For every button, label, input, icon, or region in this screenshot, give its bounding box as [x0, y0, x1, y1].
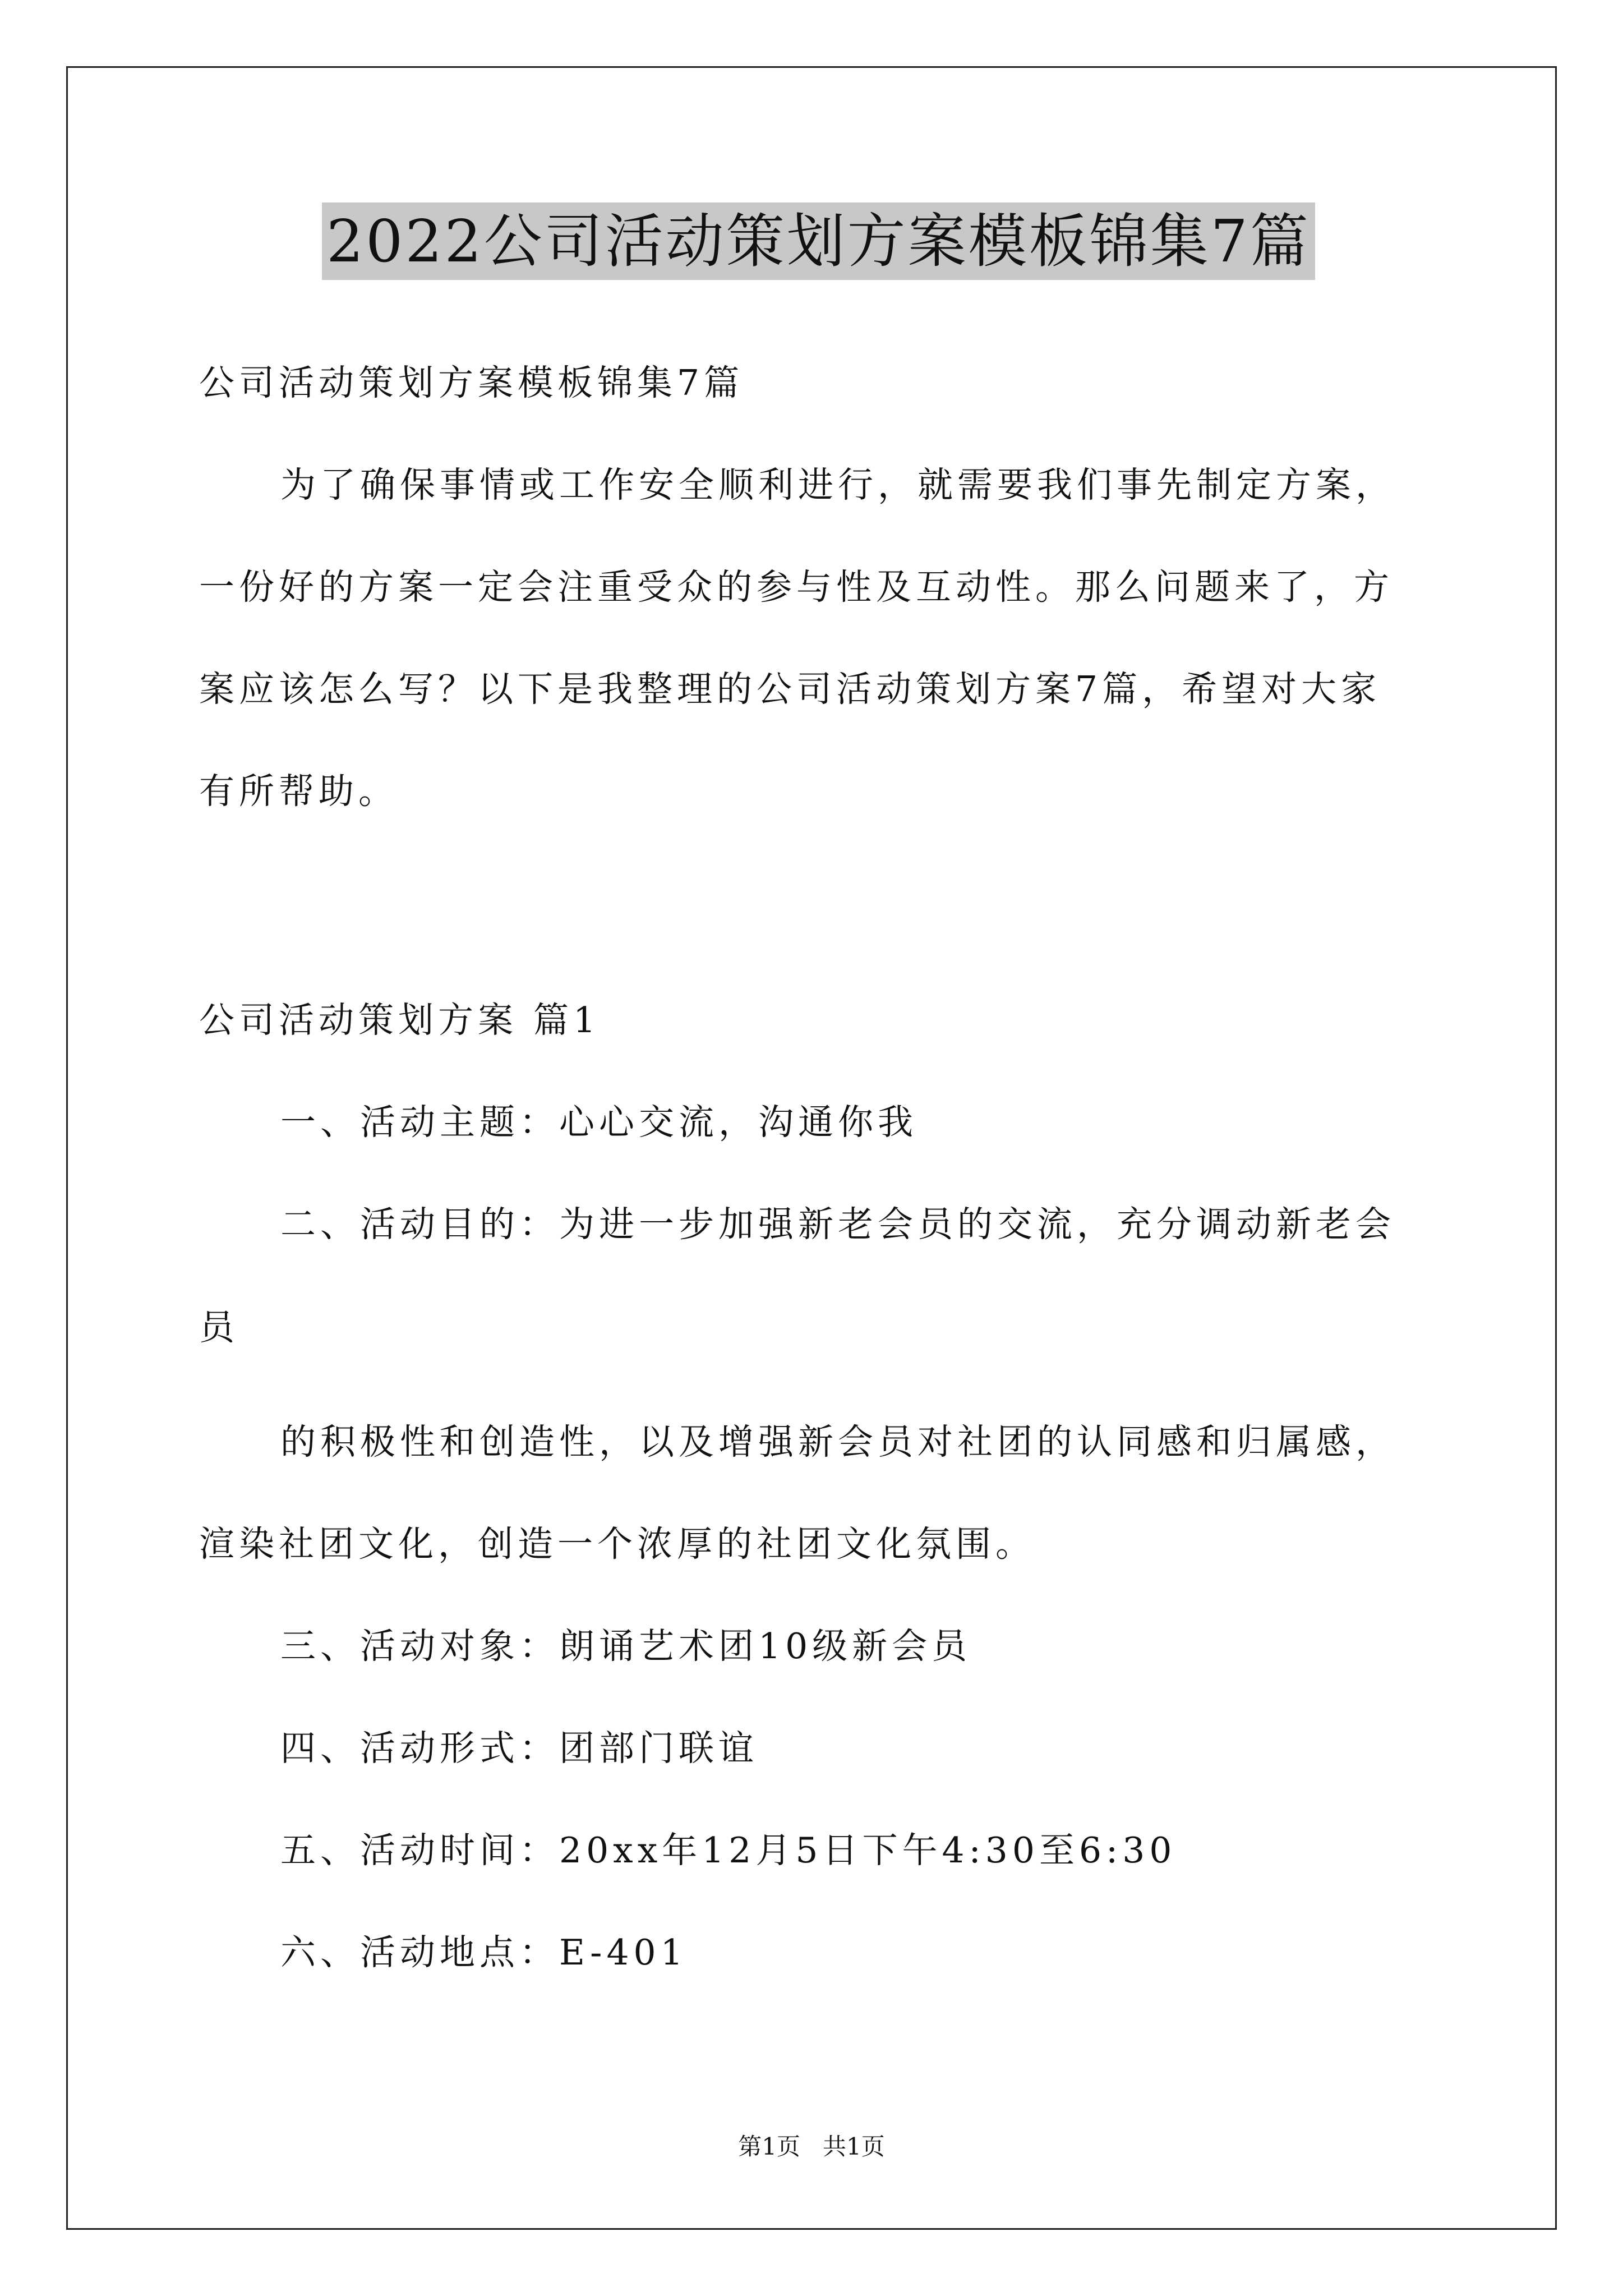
- section-line-purpose-end: 渲染社团文化，创造一个浓厚的社团文化氛围。: [199, 1524, 1035, 1565]
- section-line-theme: 一、活动主题：心心交流，沟通你我: [280, 1102, 917, 1143]
- section-line-purpose-cont: 的积极性和创造性，以及增强新会员对社团的认同感和归属感，: [280, 1421, 1395, 1462]
- intro-line-1: 为了确保事情或工作安全顺利进行，就需要我们事先制定方案，: [280, 464, 1395, 505]
- intro-line-3: 案应该怎么写？以下是我整理的公司活动策划方案7篇，希望对大家: [199, 669, 1381, 710]
- intro-line-4: 有所帮助。: [199, 771, 398, 812]
- section-line-purpose: 二、活动目的：为进一步加强新老会员的交流，充分调动新老会: [280, 1204, 1395, 1245]
- document-subtitle: 公司活动策划方案模板锦集7篇: [199, 362, 744, 403]
- section-line-audience: 三、活动对象：朗诵艺术团10级新会员: [280, 1626, 972, 1667]
- intro-line-2: 一份好的方案一定会注重受众的参与性及互动性。那么问题来了，方: [199, 567, 1394, 608]
- section-heading: 公司活动策划方案 篇1: [199, 1000, 601, 1041]
- section-line-purpose-wrap: 员: [199, 1307, 239, 1348]
- section-line-format: 四、活动形式：团部门联谊: [280, 1728, 758, 1769]
- document-title: 2022公司活动策划方案模板锦集7篇: [322, 203, 1315, 280]
- section-line-time: 五、活动时间：20xx年12月5日下午4:30至6:30: [280, 1830, 1177, 1871]
- page-footer: 第1页 共1页: [738, 2133, 885, 2160]
- section-line-location: 六、活动地点：E-401: [280, 1932, 688, 1973]
